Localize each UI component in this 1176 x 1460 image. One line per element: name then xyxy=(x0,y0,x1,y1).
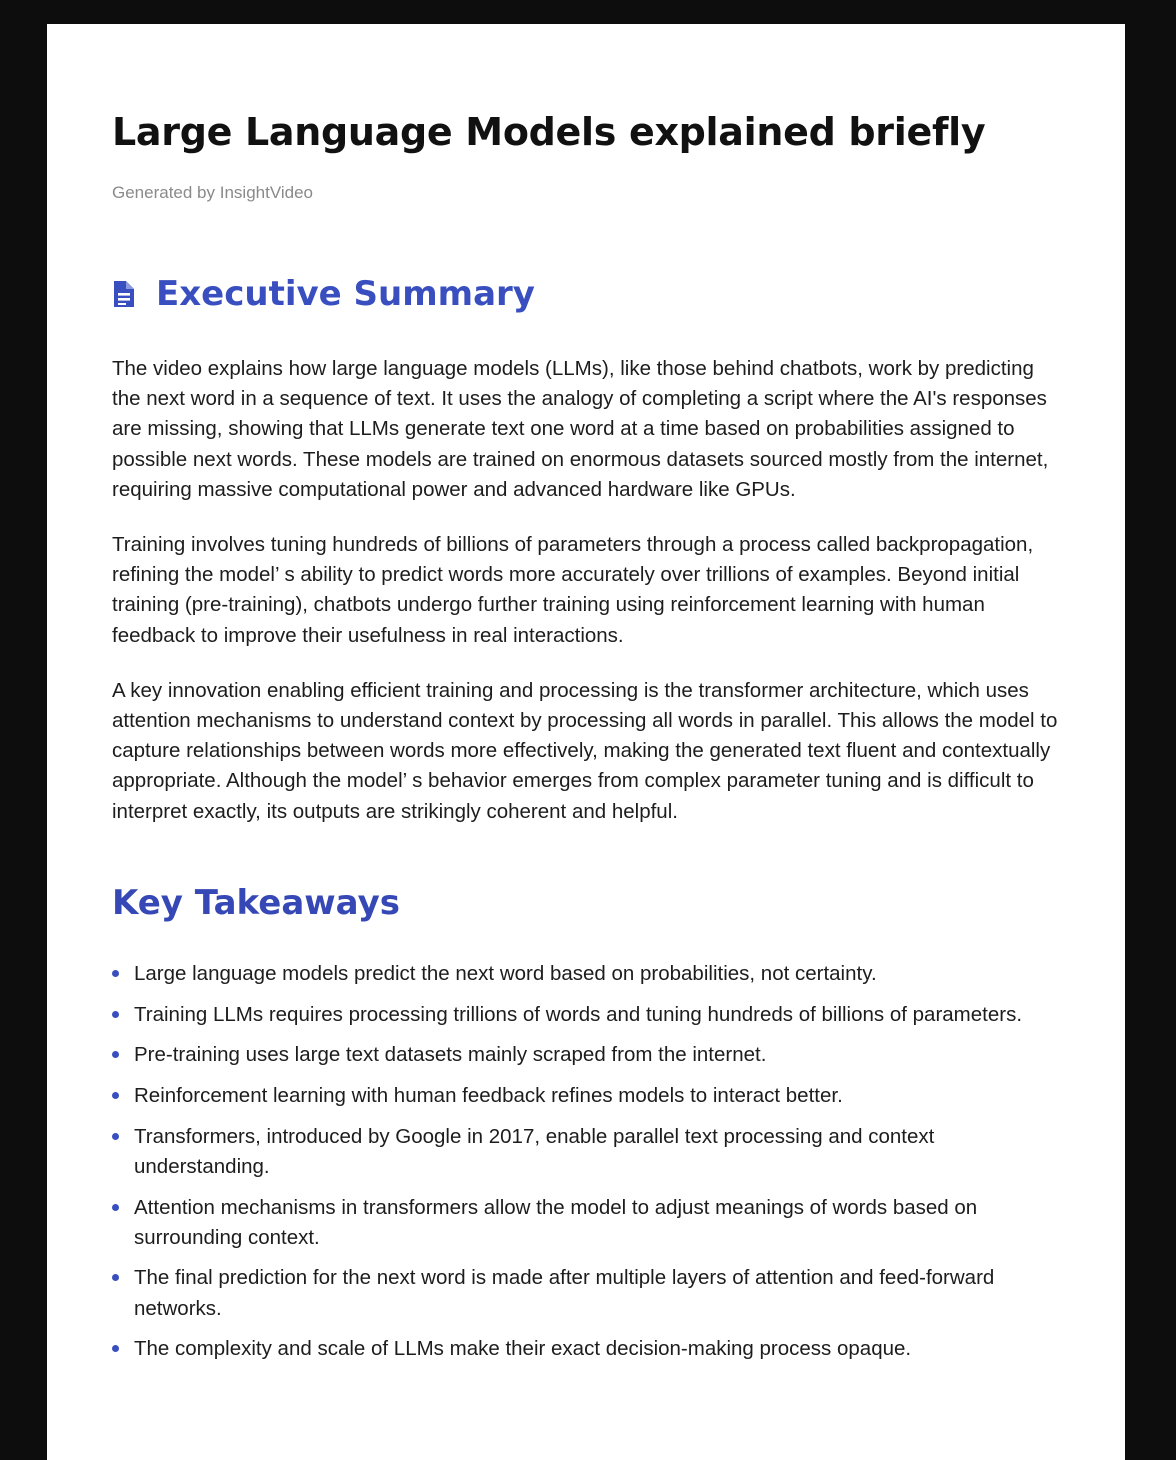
list-item-text: The complexity and scale of LLMs make their exact decision-making process opaque. xyxy=(134,1337,912,1361)
list-item xyxy=(112,1263,1061,1323)
executive-summary-heading-text: Executive Summary xyxy=(156,274,535,314)
document-icon xyxy=(112,279,136,309)
bullet-dot xyxy=(112,1133,119,1140)
page-title: Large Language Models explained briefly xyxy=(112,110,986,154)
summary-paragraph-3: A key innovation enabling efficient training and processing is the transformer architecture, which uses attention mechanisms to understand context by processing all words in parallel. This allows the model to capture relationships between words more effectively, making the generated text fluent and contextually appropriate. Although the model’ s behavior emerges from complex parameter tuning and is difficult to interpret exactly, its outputs are strikingly coherent and helpful. xyxy=(112,678,1058,823)
list-item xyxy=(112,1122,1061,1182)
bullet-dot xyxy=(112,1092,119,1099)
summary-paragraph-2: Training involves tuning hundreds of billions of parameters through a process called backpropagation, refining the model’ s ability to predict words more accurately over trillions of examples. Beyond initial training (pre-training), chatbots undergo further training using reinforcement learning with human feedback to improve their usefulness in real interactions. xyxy=(112,533,1034,647)
bullet-dot xyxy=(112,1011,119,1018)
bullet-dot xyxy=(112,1274,119,1281)
bullet-dot xyxy=(112,1204,119,1211)
list-item-text: The final prediction for the next word is made after multiple layers of attention and feed-forward networks. xyxy=(134,1266,995,1320)
list-item xyxy=(112,959,1061,989)
list-item-text: Attention mechanisms in transformers allow the model to adjust meanings of words based on surrounding context. xyxy=(134,1195,978,1249)
list-item-text: Training LLMs requires processing trillions of words and tuning hundreds of billions of parameters. xyxy=(134,1002,1023,1026)
bullet-dot xyxy=(112,1051,119,1058)
takeaways-list xyxy=(112,959,1061,1365)
list-item xyxy=(112,1193,1061,1253)
list-item xyxy=(112,1081,1061,1111)
summary-paragraph-1: The video explains how large language models (LLMs), like those behind chatbots, work by predicting the next word in a sequence of text. It uses the analogy of completing a script where the AI's responses are missing, showing that LLMs generate text one word at a time based on probabilities assigned to possible next words. These models are trained on enormous datasets sourced mostly from the internet, requiring massive computational power and advanced hardware like GPUs. xyxy=(112,357,1049,501)
key-takeaways-heading: Key Takeaways xyxy=(112,882,400,923)
list-item-text: Reinforcement learning with human feedback refines models to interact better. xyxy=(134,1083,843,1107)
generated-by-label: Generated by InsightVideo xyxy=(112,183,313,202)
list-item-text: Transformers, introduced by Google in 2017, enable parallel text processing and context understanding. xyxy=(134,1124,935,1178)
list-item xyxy=(112,1040,1061,1070)
bullet-dot xyxy=(112,970,119,977)
list-item-text: Pre-training uses large text datasets mainly scraped from the internet. xyxy=(134,1043,767,1067)
bullet-dot xyxy=(112,1345,119,1352)
executive-summary-heading xyxy=(112,272,1061,316)
list-item xyxy=(112,1334,1061,1364)
list-item-text: Large language models predict the next word based on probabilities, not certainty. xyxy=(134,961,877,985)
list-item xyxy=(112,1000,1061,1030)
document-page xyxy=(47,24,1125,1460)
